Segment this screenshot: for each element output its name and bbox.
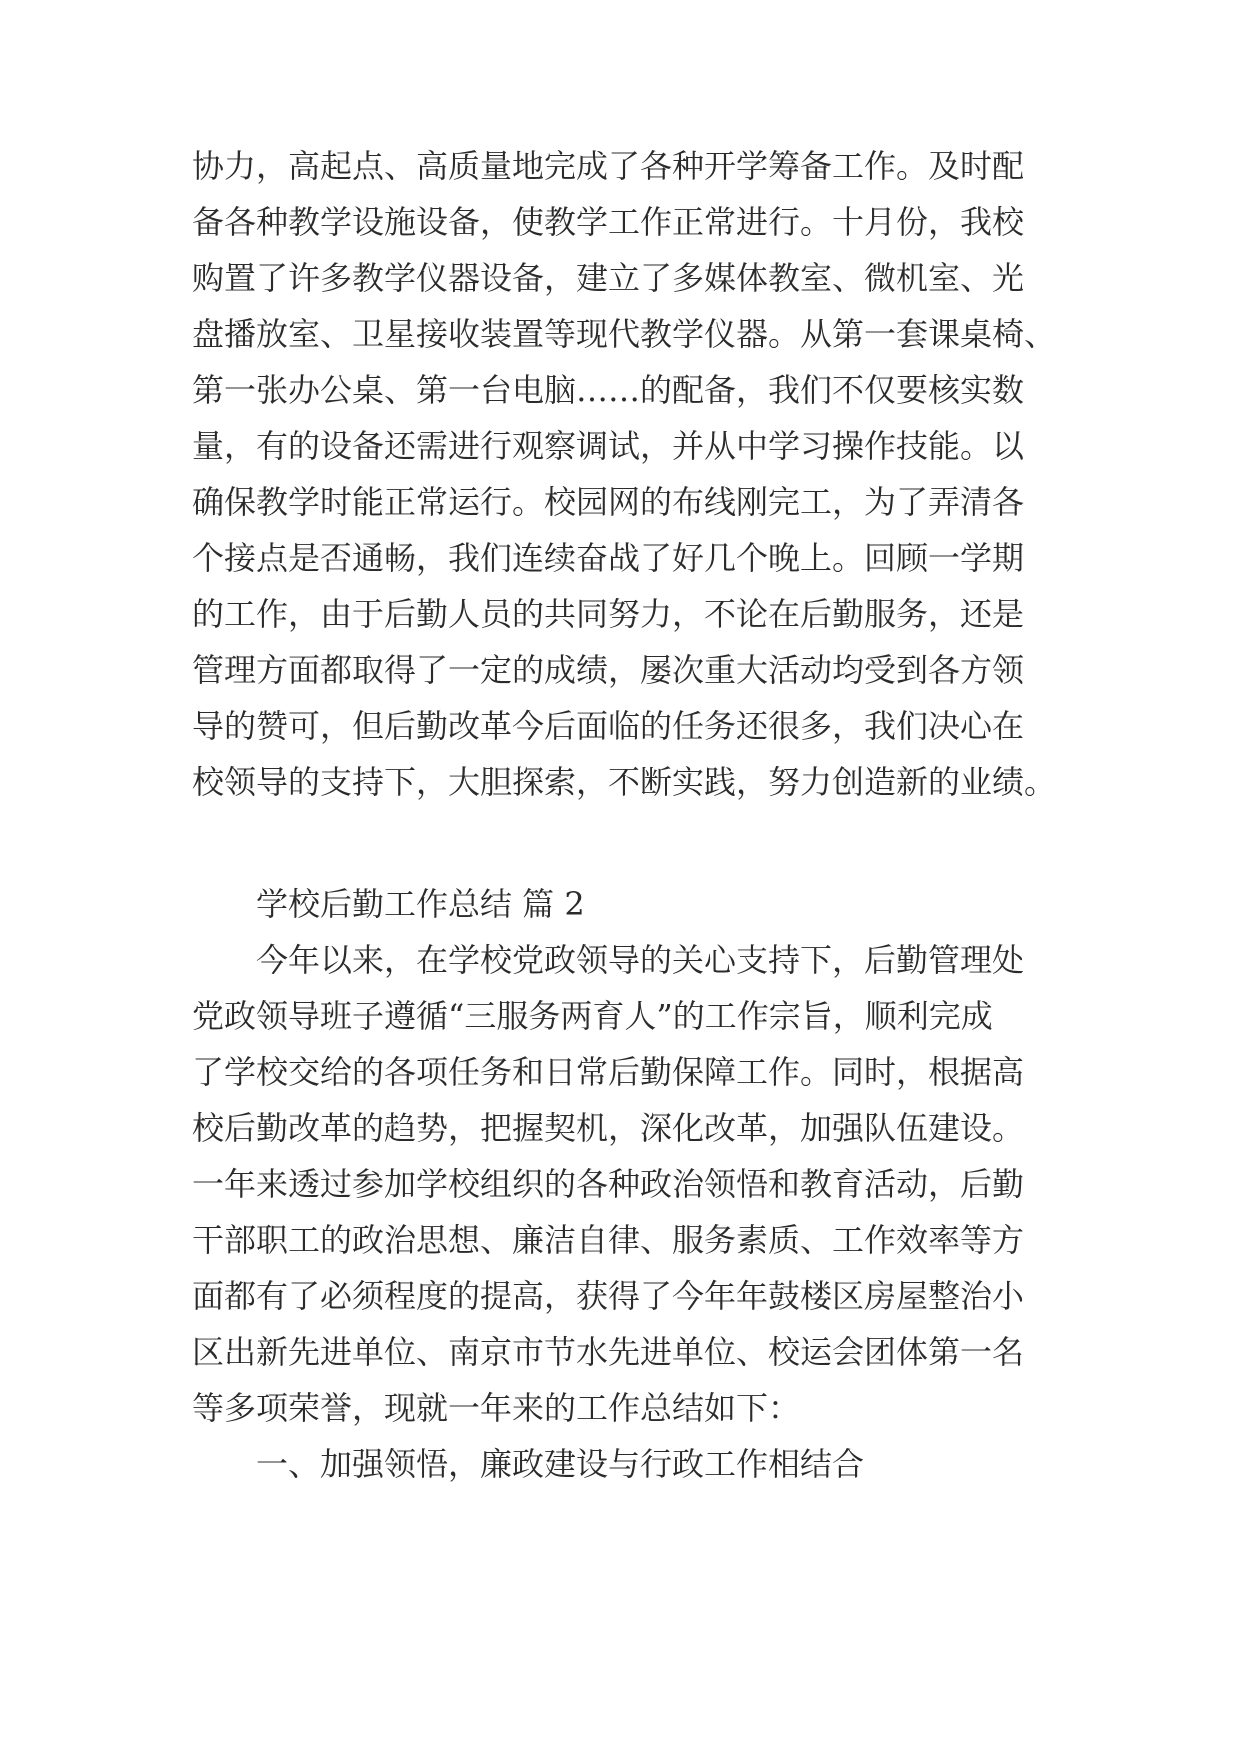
paragraph-line: 了学校交给的各项任务和日常后勤保障工作。同时，根据高 [192,1053,1025,1091]
paragraph-line: 导的赞可，但后勤改革今后面临的任务还很多，我们决心在 [192,707,1025,745]
paragraph-line: 备各种教学设施设备，使教学工作正常进行。十月份，我校 [192,203,1025,241]
paragraph-line: 第一张办公桌、第一台电脑……的配备，我们不仅要核实数 [192,371,1025,409]
paragraph-line: 购置了许多教学仪器设备，建立了多媒体教室、微机室、光 [192,259,1025,297]
paragraph-line: 的工作，由于后勤人员的共同努力，不论在后勤服务，还是 [192,595,1025,633]
subheading: 一、加强领悟，廉政建设与行政工作相结合 [256,1445,865,1483]
paragraph-line: 盘播放室、卫星接收装置等现代教学仪器。从第一套课桌椅、 [192,315,1057,353]
paragraph-line: 量，有的设备还需进行观察调试，并从中学习操作技能。以 [192,427,1025,465]
paragraph-line: 面都有了必须程度的提高，获得了今年年鼓楼区房屋整治小 [192,1277,1025,1315]
paragraph-line: 区出新先进单位、南京市节水先进单位、校运会团体第一名 [192,1333,1025,1371]
paragraph-line: 校后勤改革的趋势，把握契机，深化改革，加强队伍建设。 [192,1109,1025,1147]
paragraph-line: 校领导的支持下，大胆探索，不断实践，努力创造新的业绩。 [192,763,1057,801]
section-title: 学校后勤工作总结 篇 2 [256,885,585,923]
paragraph-line: 确保教学时能正常运行。校园网的布线刚完工，为了弄清各 [192,483,1025,521]
paragraph-line: 管理方面都取得了一定的成绩，屡次重大活动均受到各方领 [192,651,1025,689]
paragraph-line: 协力，高起点、高质量地完成了各种开学筹备工作。及时配 [192,147,1025,185]
paragraph-line: 党政领导班子遵循“三服务两育人”的工作宗旨，顺利完成 [192,997,993,1035]
paragraph-line: 今年以来，在学校党政领导的关心支持下，后勤管理处 [256,941,1025,979]
paragraph-line: 干部职工的政治思想、廉洁自律、服务素质、工作效率等方 [192,1221,1025,1259]
paragraph-line: 个接点是否通畅，我们连续奋战了好几个晚上。回顾一学期 [192,539,1025,577]
paragraph-line: 一年来透过参加学校组织的各种政治领悟和教育活动，后勤 [192,1165,1025,1203]
paragraph-line: 等多项荣誉，现就一年来的工作总结如下： [192,1389,801,1427]
